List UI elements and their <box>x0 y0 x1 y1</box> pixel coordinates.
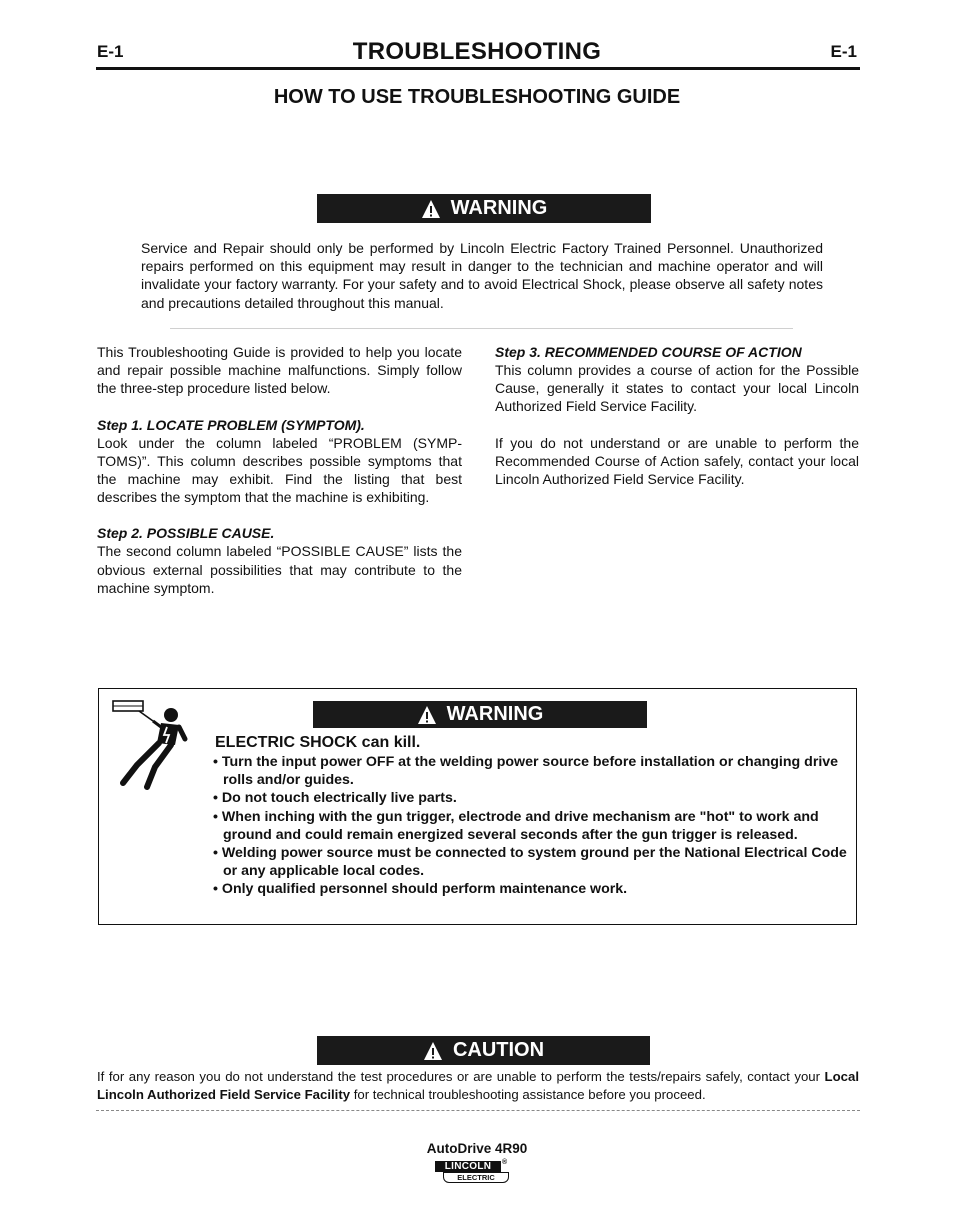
shock-bullet-list <box>213 753 853 899</box>
logo-bottom-text: ELECTRIC <box>443 1172 509 1183</box>
header-rule <box>96 67 860 70</box>
electric-shock-icon <box>109 695 189 791</box>
step3-text: This column provides a course of action for the Possible Cause, generally it states to contact your local Lincoln Authorized Field Service Facility. <box>495 362 859 415</box>
shock-bullet: • Turn the input power OFF at the welding power source before installation or changing drive rolls and/or guides. <box>213 754 839 789</box>
step1-text: Look under the column labeled “PROBLEM (SYMP-TOMS)”. This column describes possible symptoms that the machine may exhibit. Find the listing that best describes the symptom that the machine is exhibiting. <box>97 434 462 506</box>
shock-warning-banner <box>313 701 647 728</box>
warning-banner <box>317 194 651 223</box>
caution-banner <box>317 1036 650 1065</box>
model-name: AutoDrive 4R90 <box>426 1141 528 1156</box>
logo-top-text: LINCOLN <box>435 1161 501 1172</box>
warning-label: WARNING <box>450 197 548 219</box>
caution-label: CAUTION <box>452 1039 545 1061</box>
caution-text-before: If for any reason you do not understand the test procedures or are unable to perform the tests/repairs safely, contact your <box>97 1069 825 1084</box>
guide-right-column <box>495 343 859 488</box>
shock-bullet: • Welding power source must be connected to system ground per the National Electrical Code or any applicable local codes. <box>213 845 847 880</box>
guide-intro: This Troubleshooting Guide is provided to help you locate and repair possible machine malfunctions. Simply follow the three-step procedure listed below. <box>97 344 462 397</box>
logo-registered-mark: ® <box>502 1159 508 1166</box>
caution-triangle-icon <box>423 1041 443 1061</box>
footer-divider <box>96 1110 860 1111</box>
shock-bullet: • When inching with the gun trigger, electrode and drive mechanism are "hot" to work and ground and could remain energized several seconds after the gun trigger is released. <box>213 808 819 843</box>
warning-triangle-icon <box>421 199 441 219</box>
warning-triangle-icon <box>417 705 437 725</box>
page-number-right: E-1 <box>830 42 857 61</box>
page-title: TROUBLESHOOTING <box>352 38 602 65</box>
warning-text: Service and Repair should only be performed by Lincoln Electric Factory Trained Personnel. Unauthorized repairs performed on this equipment may result in danger to the technician and machine operator and will invalidate your factory warranty. For your safety and to avoid Electrical Shock, please observe all safety notes and precautions detailed throughout this manual. <box>141 240 823 311</box>
shock-warning-label: WARNING <box>446 703 544 725</box>
guide-closing: If you do not understand or are unable to perform the Recommended Course of Action safely, contact your local Lincoln Authorized Field Service Facility. <box>495 434 859 488</box>
shock-heading: ELECTRIC SHOCK can kill. <box>215 734 421 751</box>
divider <box>170 328 793 329</box>
section-title: HOW TO USE TROUBLESHOOTING GUIDE <box>273 86 681 108</box>
step3-heading: Step 3. RECOMMENDED COURSE OF ACTION <box>495 344 802 360</box>
guide-left-column <box>97 343 462 597</box>
lincoln-electric-logo <box>435 1161 509 1185</box>
step2-heading: Step 2. POSSIBLE CAUSE. <box>97 525 275 542</box>
caution-text-bold: Local Lincoln Authorized Field Service Facility <box>97 1069 859 1102</box>
electric-shock-warning-box <box>98 688 857 925</box>
caution-text-after: for technical troubleshooting assistance before you proceed. <box>350 1087 706 1102</box>
shock-bullet: • Do not touch electrically live parts. <box>213 790 457 807</box>
page-number-left: E-1 <box>97 42 124 61</box>
step2-text: The second column labeled “POSSIBLE CAUSE” lists the obvious external possibilities that may contribute to the machine symptom. <box>97 543 462 596</box>
caution-text <box>97 1068 859 1104</box>
step1-heading: Step 1. LOCATE PROBLEM (SYMPTOM). <box>97 416 365 433</box>
shock-bullet: • Only qualified personnel should perform maintenance work. <box>213 881 628 898</box>
